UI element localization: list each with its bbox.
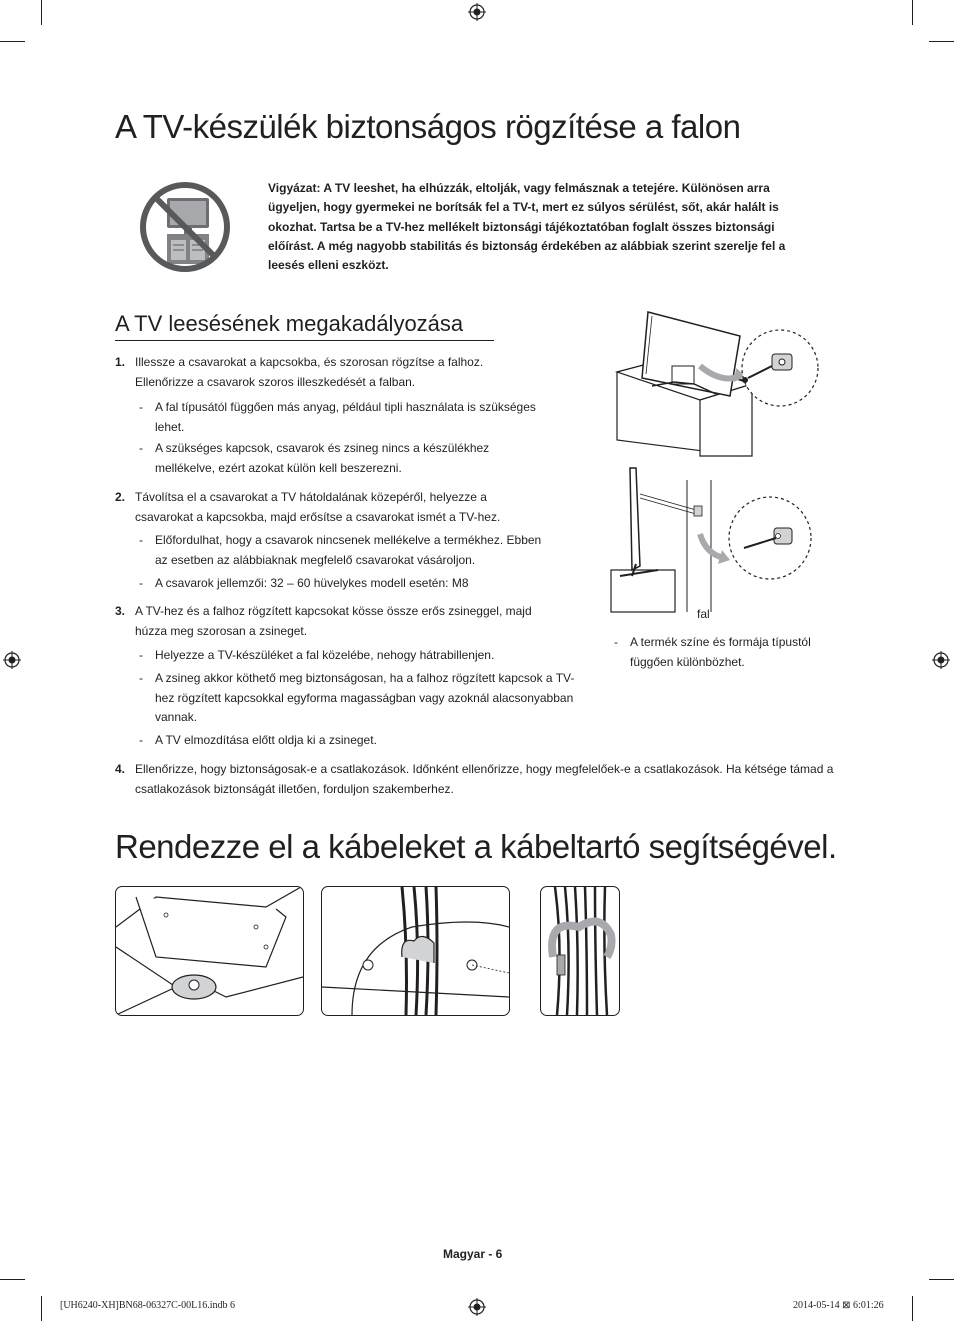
bullet-dash: - [614,635,618,649]
step-text: Ellenőrizze, hogy biztonságosak-e a csatlakozások. Időnként ellenőrizze, hogy megfelelőek-e a csatlakozások. Ha kétsége támad a csatlakozások biztonságát illetően, forduljon szakemberhez. [135,762,834,796]
cable-holder-figure-1 [115,886,304,1016]
figure-note [614,633,844,672]
step-number: 4. [115,762,126,776]
crop-mark [929,1279,954,1280]
step-text: Távolítsa el a csavarokat a TV hátoldalának közepéről, helyezze a csavarokat a kapcsokba, majd erősítse a csavarokat ismét a TV-hez. [135,490,501,524]
step-1-note-1 [139,398,539,437]
step-number: 1. [115,355,126,369]
crop-mark [912,0,913,25]
cable-section-title: Rendezze el a kábeleket a kábeltartó segítségével. [115,828,837,865]
bullet-dash: - [139,733,143,747]
registration-mark-icon [468,3,486,21]
instruction-step-4 [115,760,840,799]
step-2-note-2 [139,574,554,594]
section-title: A TV leesésének megakadályozása [115,311,464,336]
note-text: A zsineg akkor köthető meg biztonságosan, ha a falhoz rögzített kapcsok a TV-hez rögzített kapcsokkal egyforma magasságban vagy azoknál alacsonyabban vannak. [155,671,575,724]
print-timestamp: 2014-05-14 ⊠ 6:01:26 [793,1300,884,1311]
registration-mark-icon [932,651,950,669]
page-footer: Magyar - 6 [443,1247,503,1261]
bullet-dash: - [139,671,143,685]
cable-holder-figure-3 [540,886,620,1016]
cable-bundle-clip-illustration [541,887,619,1015]
note-text: A termék színe és formája típustól függően különbözhet. [630,635,811,669]
crop-mark [0,1279,25,1280]
instruction-step-3 [115,602,565,641]
step-number: 2. [115,490,126,504]
page-title: A TV-készülék biztonságos rögzítése a falon [115,108,741,145]
bullet-dash: - [139,576,143,590]
crop-mark [912,1296,913,1321]
note-text: Helyezze a TV-készüléket a fal közelébe, nehogy hátrabillenjen. [155,648,495,662]
cable-holder-figure-2 [321,886,510,1016]
bullet-dash: - [139,533,143,547]
warning-text: Vigyázat: A TV leeshet, ha elhúzzák, eltolják, vagy felmásznak a tetejére. Különösen arra ügyeljen, hogy gyermekei ne borítsák fel a TV-t, mert ez súlyos sérülést, sőt, akár halált is okozhat. Tartsa be a TV-hez mellékelt biztonsági tájékoztatóban foglalt összes biztonsági előírást. A még nagyobb stabilitás és biztonság érdekében az alábbiak szerint szerelje fel a leesés elleni eszközt. [268,181,786,273]
section-title-underline [115,340,494,341]
instruction-step-1 [115,353,535,392]
tv-wall-side-view-illustration [610,466,815,614]
tv-back-stand-illustration [116,887,303,1015]
step-text: A TV-hez és a falhoz rögzített kapcsokat kösse össze erős zsineggel, majd húzza meg szorosan a zsineget. [135,604,532,638]
crop-mark [929,41,954,42]
registration-mark-icon [468,1298,486,1316]
note-text: Előfordulhat, hogy a csavarok nincsenek mellékelve a termékhez. Ebben az esetben az alábbiaknak megfelelő csavarokat vásároljon. [155,533,542,567]
registration-mark-icon [3,651,21,669]
note-text: A szükséges kapcsok, csavarok és zsineg nincs a készülékhez mellékelve, ezért azokat külön kell beszerezni. [155,441,490,475]
tv-stand-bracket-illustration [612,310,827,458]
bullet-dash: - [139,441,143,455]
crop-mark [41,1296,42,1321]
step-2-note-1 [139,531,554,570]
bullet-dash: - [139,400,143,414]
instruction-step-2 [115,488,540,527]
crop-mark [0,41,25,42]
note-text: A fal típusától függően más anyag, például tipli használata is szükséges lehet. [155,400,536,434]
step-number: 3. [115,604,126,618]
note-text: A TV elmozdítása előtt oldja ki a zsineget. [155,733,377,747]
step-text: Illessze a csavarokat a kapcsokba, és szorosan rögzítse a falhoz. Ellenőrizze a csavarok szoros illeszkedését a falban. [135,355,484,389]
step-1-note-2 [139,439,539,478]
no-climbing-prohibition-icon [137,180,233,274]
wall-label: fal [697,607,710,621]
file-slug: [UH6240-XH]BN68-06327C-00L16.indb 6 [60,1300,235,1311]
cable-clip-stand-illustration [322,887,509,1015]
bullet-dash: - [139,648,143,662]
step-3-note-3 [139,731,584,751]
step-3-note-2 [139,669,584,728]
step-3-note-1 [139,646,584,666]
note-text: A csavarok jellemzői: 32 – 60 hüvelykes modell esetén: M8 [155,576,469,590]
crop-mark [41,0,42,25]
